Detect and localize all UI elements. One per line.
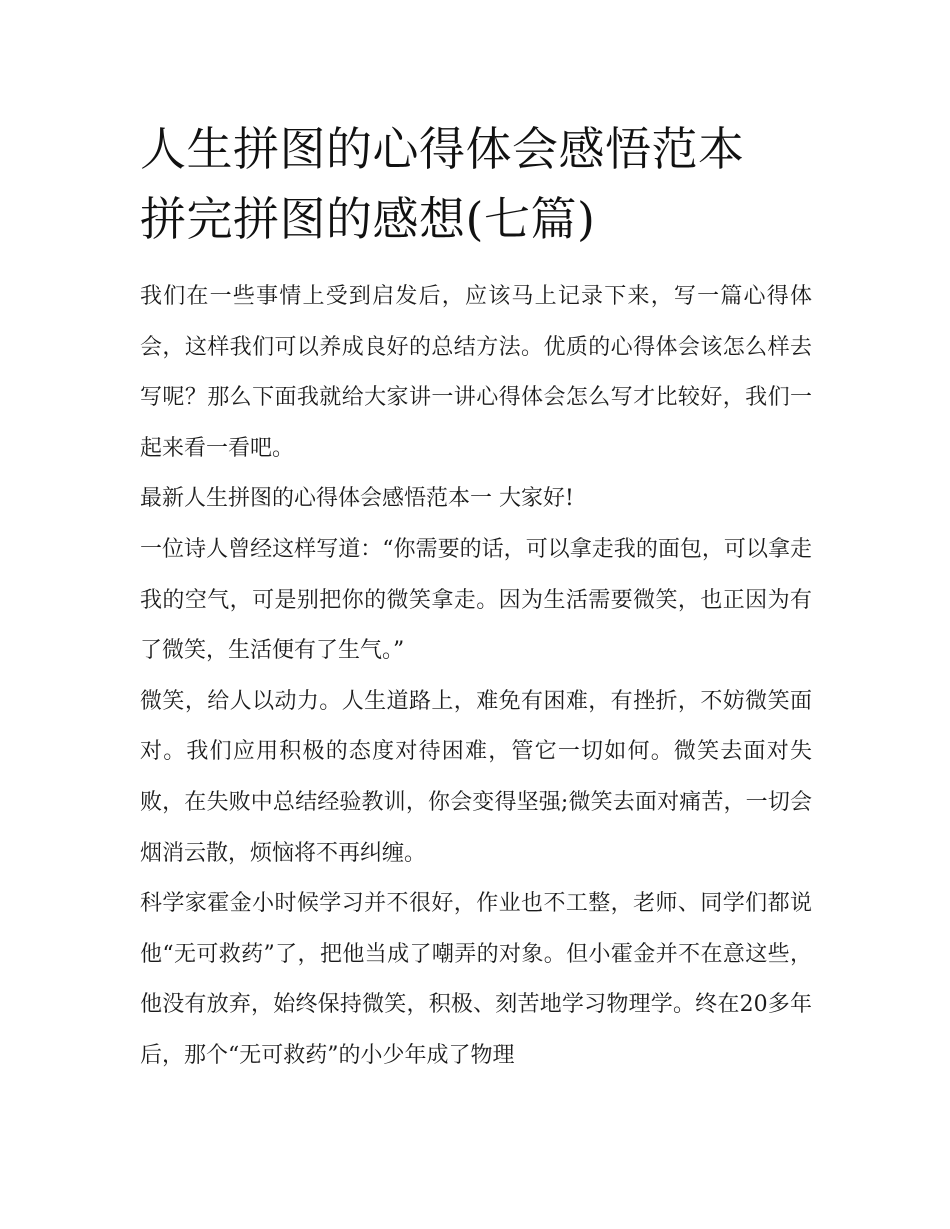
poem-quote-paragraph: 一位诗人曾经这样写道：“你需要的话，可以拿走我的面包，可以拿走我的空气，可是别把你的微笑拿走。因为生活需要微笑，也正因为有了微笑，生活便有了生气。”: [140, 536, 812, 664]
document-page: [140, 114, 812, 1082]
title-line-2: 拼完拼图的感想(七篇): [140, 192, 596, 246]
hawking-paragraph: 科学家霍金小时候学习并不很好，作业也不工整，老师、同学们都说他“无可救药”了，把他当成了嘲弄的对象。但小霍金并不在意这些，他没有放弃，始终保持微笑，积极、刻苦地学习物理学。终在20多年后，那个“无可救药”的小少年成了物理: [140, 891, 812, 1068]
title-line-1: 人生拼图的心得体会感悟范本: [140, 122, 745, 176]
smile-paragraph: 微笑，给人以动力。人生道路上，难免有困难，有挫折，不妨微笑面对。我们应用积极的态度对待困难，管它一切如何。微笑去面对失败，在失败中总结经验教训，你会变得坚强;微笑去面对痛苦，一切会烟消云散，烦恼将不再纠缠。: [140, 688, 812, 866]
section-heading-paragraph: 最新人生拼图的心得体会感悟范本一 大家好!: [140, 486, 574, 512]
intro-paragraph: 我们在一些事情上受到启发后，应该马上记录下来，写一篇心得体会，这样我们可以养成良好的总结方法。优质的心得体会该怎么样去写呢？那么下面我就给大家讲一讲心得体会怎么写才比较好，我们一起来看一看吧。: [140, 284, 812, 461]
document-title: [140, 114, 812, 254]
